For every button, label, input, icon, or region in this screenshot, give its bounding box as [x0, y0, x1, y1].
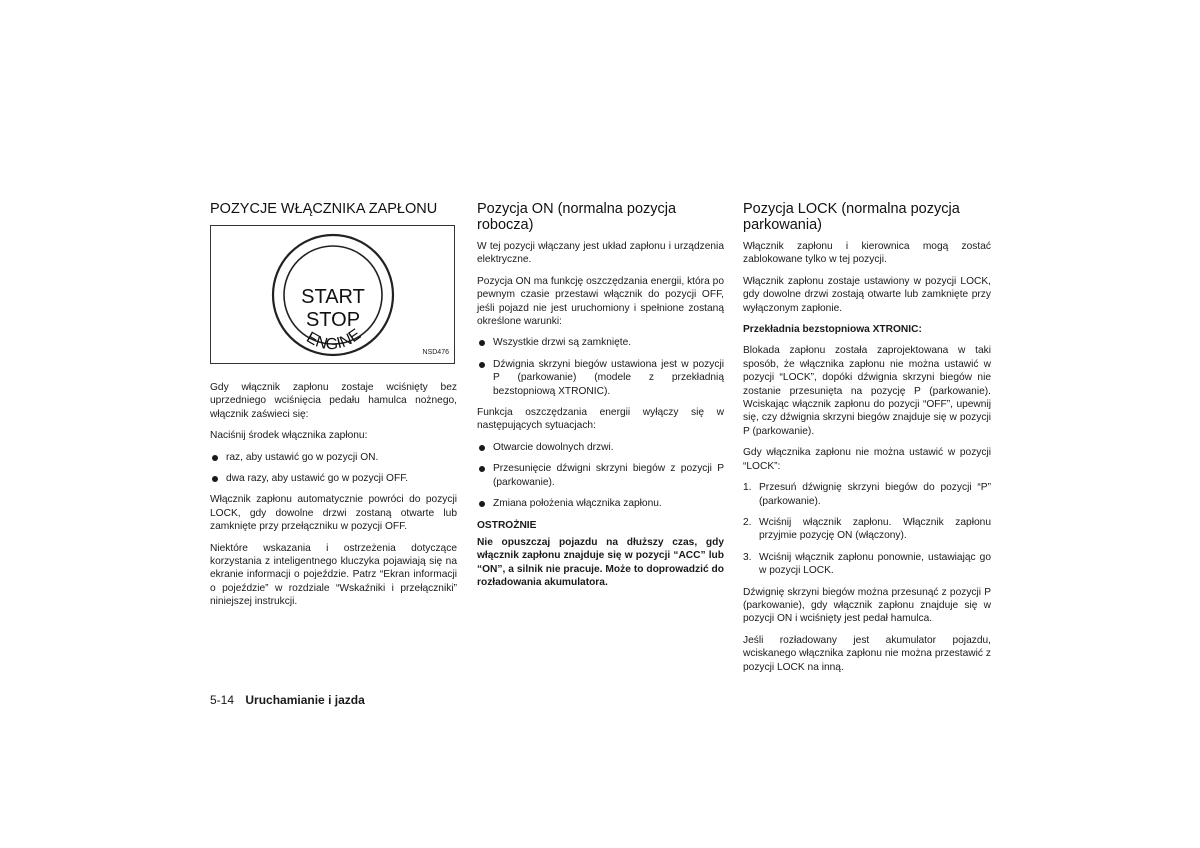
caution-text: Nie opuszczaj pojazdu na dłuższy czas, gdy włącznik zapłonu znajduje się w pozycji “ACC” lub “ON”, a silnik nie pracuje. Może to doprowadzić do rozładowania akumulatora.	[477, 536, 724, 589]
paragraph: Gdy włącznika zapłonu nie można ustawić w pozycji “LOCK”:	[743, 447, 991, 472]
paragraph: Pozycja ON ma funkcję oszczędzania energii, która po pewnym czasie przestawi włącznik do pozycji OFF, jeśli pojazd nie jest uruchomiony i spełnione zostaną określone warunki:	[477, 275, 724, 328]
column-1	[210, 201, 457, 617]
bullet-list	[210, 451, 457, 486]
list-item: 3. Wciśnij włącznik zapłonu ponownie, ustawiając go w pozycji LOCK.	[743, 551, 991, 577]
list-item: dwa razy, aby ustawić go w pozycji OFF.	[210, 472, 457, 485]
column-2	[477, 201, 724, 598]
page-number: 5-14	[210, 693, 235, 707]
bullet-icon	[479, 340, 485, 346]
page-footer	[210, 693, 365, 707]
list-item: Otwarcie dowolnych drzwi.	[477, 441, 724, 454]
button-label-stop: STOP	[305, 309, 361, 331]
paragraph: Niektóre wskazania i ostrzeżenia dotyczące korzystania z inteligentnego kluczyka pojawiają się na ekranie informacji o pojeździe. Patrz “Ekran informacji o pojeździe” w rozdziale “Wskaźniki i przełączniki” niniejszej instrukcji.	[210, 542, 457, 608]
paragraph: Funkcja oszczędzania energii wyłączy się w następujących sytuacjach:	[477, 407, 724, 432]
section-heading: Pozycja ON (normalna pozycja robocza)	[477, 201, 677, 233]
bullet-list	[477, 441, 724, 511]
bullet-list	[477, 336, 724, 398]
list-item: raz, aby ustawić go w pozycji ON.	[210, 451, 457, 464]
section-heading: Pozycja LOCK (normalna pozycja parkowania)	[743, 201, 960, 233]
section-heading: POZYCJE WŁĄCZNIKA ZAPŁONU	[210, 201, 438, 217]
section-title: Uruchamianie i jazda	[245, 693, 365, 707]
list-item: Wszystkie drzwi są zamknięte.	[477, 336, 724, 349]
subheading: Przekładnia bezstopniowa XTRONIC:	[743, 324, 922, 336]
bullet-icon	[479, 445, 485, 451]
list-item: 2. Wciśnij włącznik zapłonu. Włącznik zapłonu przyjmie pozycję ON (włączony).	[743, 516, 991, 542]
column-3	[743, 201, 991, 682]
caution-title: OSTROŻNIE	[477, 519, 537, 531]
list-item: Zmiana położenia włącznika zapłonu.	[477, 497, 724, 510]
button-label-start: START	[301, 286, 365, 308]
start-stop-figure	[210, 225, 455, 364]
list-item: Przesunięcie dźwigni skrzyni biegów z pozycji P (parkowanie).	[477, 462, 724, 489]
button-label-engine: ENGINE	[303, 326, 365, 354]
paragraph: Dźwignię skrzyni biegów można przesunąć z pozycji P (parkowanie), gdy włącznik zapłonu znajduje się w pozycji ON i wciśnięty jest pedał hamulca.	[743, 586, 991, 625]
paragraph: Włącznik zapłonu automatycznie powróci do pozycji LOCK, gdy dowolne drzwi zostaną otwarte lub zamknięte przy przełączniku w pozycji OFF.	[210, 494, 457, 533]
numbered-list	[743, 481, 991, 577]
list-item: Dźwignia skrzyni biegów ustawiona jest w pozycji P (parkowanie) (modele z przekładnią bezstopniową XTRONIC).	[477, 358, 724, 398]
paragraph: Włącznik zapłonu zostaje ustawiony w pozycji LOCK, gdy dowolne drzwi zostają otwarte lub zamknięte przy wyłączonym zapłonie.	[743, 275, 991, 314]
bullet-icon	[212, 476, 218, 482]
paragraph: Gdy włącznik zapłonu zostaje wciśnięty bez uprzedniego wciśnięcia pedału hamulca nożnego, włącznik zaświeci się:	[210, 382, 457, 420]
bullet-icon	[212, 455, 218, 461]
list-item: 1. Przesuń dźwignię skrzyni biegów do pozycji “P” (parkowanie).	[743, 482, 991, 507]
bullet-icon	[479, 362, 485, 368]
paragraph: Jeśli rozładowany jest akumulator pojazdu, wciskanego włącznika zapłonu nie można przestawić z pozycji LOCK na inną.	[743, 634, 991, 673]
paragraph: W tej pozycji włączany jest układ zapłonu i urządzenia elektryczne.	[477, 241, 724, 266]
paragraph: Blokada zapłonu została zaprojektowana w taki sposób, że włącznika zapłonu nie można ustawić w pozycji “LOCK”, dopóki dźwignia skrzyni biegów nie zostanie przesunięta na pozycję P (parkowanie). Wciskając włącznik zapłonu do pozycji “OFF”, upewnij się, czy dźwignia skrzyni biegów znajduje się w pozycji P (parkowanie).	[743, 345, 991, 437]
bullet-icon	[479, 501, 485, 507]
paragraph: Naciśnij środek włącznika zapłonu:	[210, 430, 368, 442]
bullet-icon	[479, 466, 485, 472]
start-stop-button-illustration	[211, 226, 456, 365]
figure-code: NSD476	[422, 348, 449, 356]
paragraph: Włącznik zapłonu i kierownica mogą zostać zablokowane tylko w tej pozycji.	[743, 241, 991, 266]
